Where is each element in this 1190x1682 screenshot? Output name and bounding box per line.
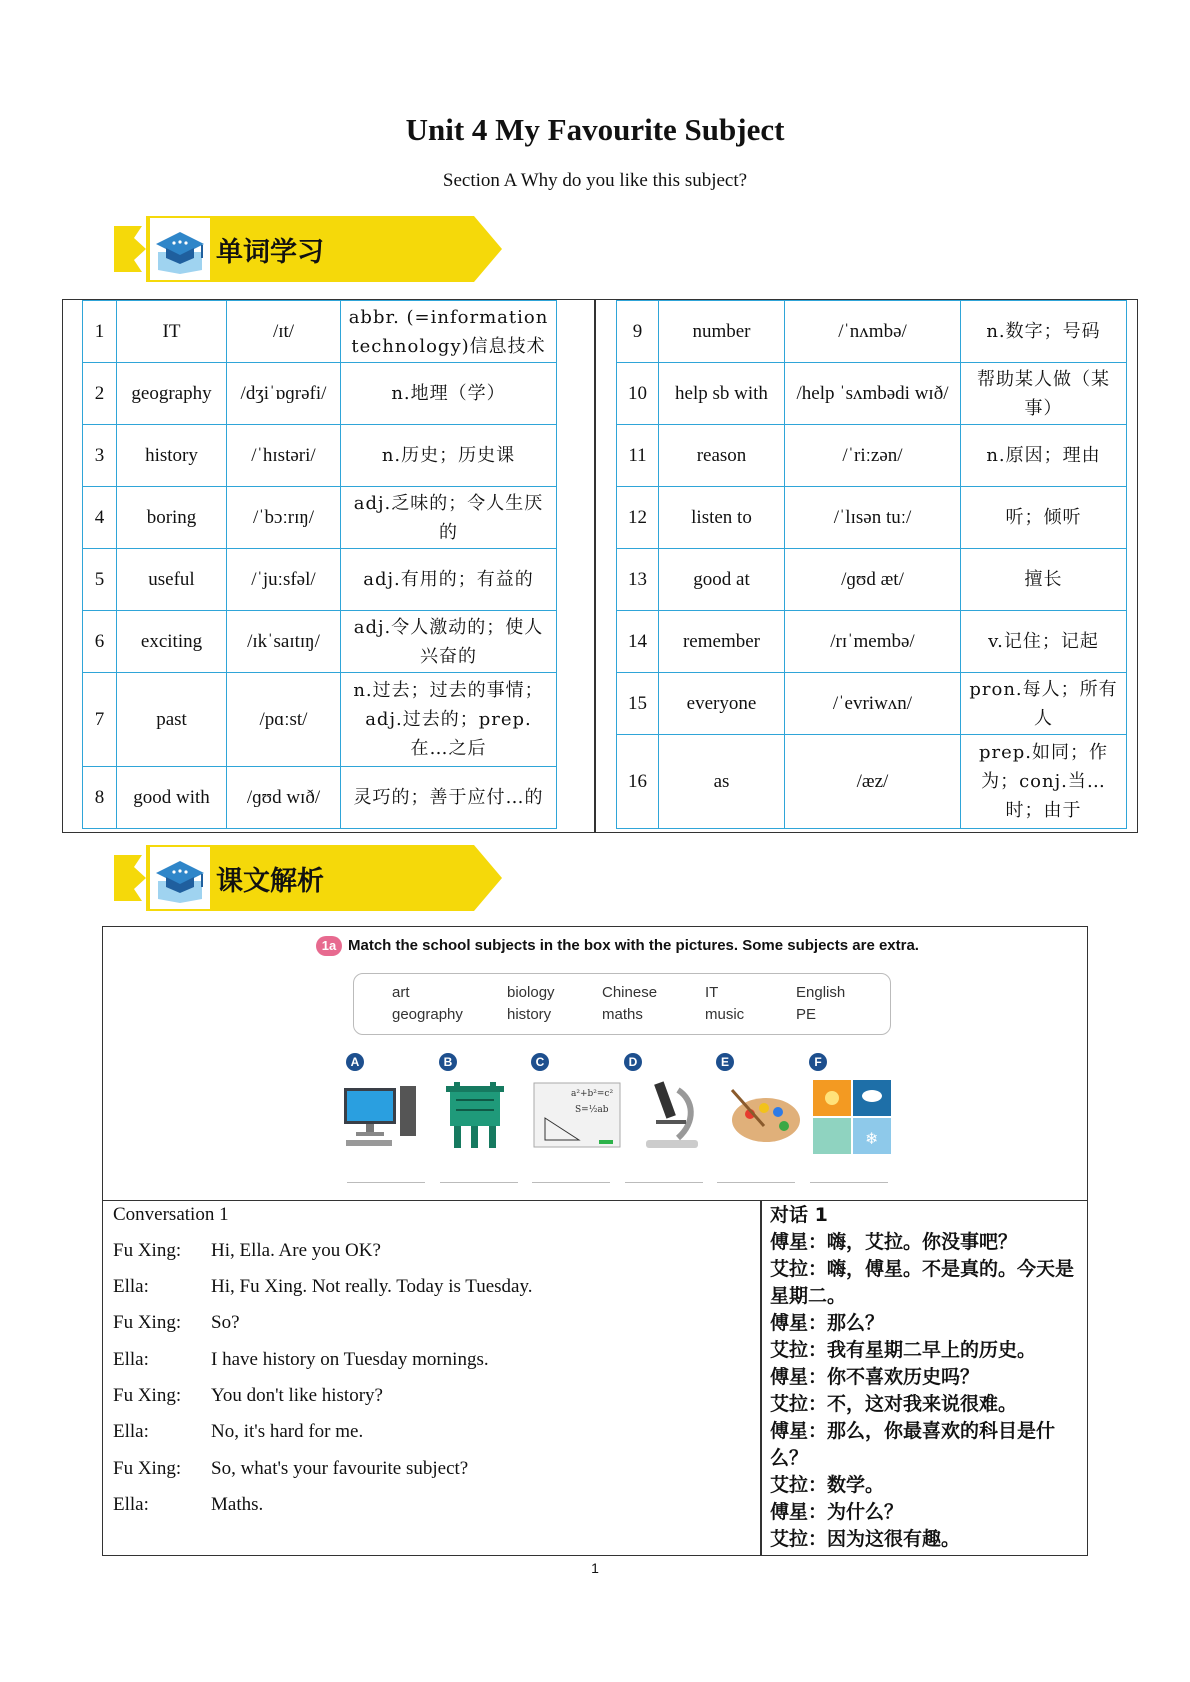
vocab-table-left — [82, 300, 557, 829]
speaker-name: Ella: — [113, 1276, 149, 1297]
vocab-row — [83, 549, 557, 611]
vocab-meaning: n.原因；理由 — [961, 425, 1127, 487]
answer-blank — [347, 1182, 425, 1183]
zh-line: 傅星：为什么？ — [770, 1501, 904, 1523]
speaker-name: Fu Xing: — [113, 1312, 182, 1333]
vocab-row — [83, 611, 557, 673]
speech-text: Hi, Fu Xing. Not really. Today is Tuesday. — [211, 1276, 533, 1297]
page-number: 1 — [591, 1560, 599, 1576]
vocab-word: boring — [117, 487, 227, 549]
vocab-row — [83, 487, 557, 549]
vocab-meaning: 听；倾听 — [961, 487, 1127, 549]
word-chinese: Chinese — [602, 984, 658, 1001]
vocab-number: 14 — [617, 611, 659, 673]
vocab-word: exciting — [117, 611, 227, 673]
word-biology: biology — [507, 984, 555, 1001]
conversation-heading: Conversation 1 — [113, 1204, 229, 1225]
speaker-name: Fu Xing: — [113, 1458, 182, 1479]
picture-label-f: F — [809, 1053, 827, 1071]
vocab-phonetic: /rɪˈmembə/ — [785, 611, 961, 673]
vocab-phonetic: /ɡʊd wɪð/ — [227, 767, 341, 829]
vocab-row — [617, 611, 1127, 673]
word-english: English — [796, 984, 846, 1001]
vocab-number: 15 — [617, 673, 659, 735]
answer-blank — [810, 1182, 888, 1183]
vocab-meaning: n.历史；历史课 — [341, 425, 557, 487]
word-music: music — [705, 1006, 745, 1023]
vocab-word: good at — [659, 549, 785, 611]
vocab-word: listen to — [659, 487, 785, 549]
vocab-row — [617, 363, 1127, 425]
speaker-name: Fu Xing: — [113, 1240, 182, 1261]
vocab-number: 10 — [617, 363, 659, 425]
vocab-phonetic: /ɪkˈsaɪtɪŋ/ — [227, 611, 341, 673]
vocab-word: useful — [117, 549, 227, 611]
exercise-badge: 1a — [316, 936, 342, 956]
vocab-number: 16 — [617, 735, 659, 829]
vocab-phonetic: /ˈbɔːrɪŋ/ — [227, 487, 341, 549]
speaker-name: Ella: — [113, 1421, 149, 1442]
zh-line: 艾拉：我有星期二早上的历史。 — [770, 1339, 1037, 1361]
answer-blank — [532, 1182, 610, 1183]
exercise-1a-box — [102, 926, 1088, 1200]
zh-line: 傅星：那么，你最喜欢的科目是什么？ — [770, 1420, 1056, 1469]
conversation-line — [113, 1240, 381, 1262]
vocab-row — [617, 301, 1127, 363]
word-art: art — [392, 984, 410, 1001]
picture-label-d: D — [624, 1053, 642, 1071]
vocab-phonetic: /ɪt/ — [227, 301, 341, 363]
answer-blank — [625, 1182, 703, 1183]
zh-line: 艾拉：数学。 — [770, 1474, 885, 1496]
vocab-meaning: adj.令人激动的；使人兴奋的 — [341, 611, 557, 673]
vocab-number: 11 — [617, 425, 659, 487]
zh-heading: 对话 1 — [770, 1204, 828, 1226]
speech-text: You don't like history? — [211, 1385, 383, 1406]
vocab-meaning: pron.每人；所有人 — [961, 673, 1127, 735]
vocab-meaning: n.过去；过去的事情；adj.过去的；prep.在…之后 — [341, 673, 557, 767]
conversation-line — [113, 1349, 489, 1371]
picture-label-e: E — [716, 1053, 734, 1071]
vocab-row — [83, 673, 557, 767]
svg-text:❄: ❄ — [865, 1129, 879, 1148]
vocab-row — [83, 301, 557, 363]
conversation-divider — [760, 1200, 762, 1556]
vocab-word: as — [659, 735, 785, 829]
vocab-word: reason — [659, 425, 785, 487]
vocab-number: 9 — [617, 301, 659, 363]
text-banner — [114, 843, 510, 913]
vocab-meaning: abbr. (=information technology)信息技术 — [341, 301, 557, 363]
conversation-line — [113, 1312, 240, 1334]
speaker-name: Fu Xing: — [113, 1385, 182, 1406]
vocab-row — [617, 425, 1127, 487]
word-it: IT — [705, 984, 719, 1001]
vocab-word: number — [659, 301, 785, 363]
conversation-line — [113, 1276, 533, 1298]
exercise-instruction: 1a Match the school subjects in the box with the pictures. Some subjects are extra. — [316, 936, 919, 956]
vocab-meaning: n.地理（学） — [341, 363, 557, 425]
speech-text: Maths. — [211, 1494, 264, 1515]
formula-pythagoras: a²+b²=c² — [571, 1089, 614, 1099]
vocab-row — [83, 767, 557, 829]
formula-area: S=½ab — [575, 1105, 609, 1115]
vocab-phonetic: /ˈjuːsfəl/ — [227, 549, 341, 611]
vocab-meaning: 帮助某人做（某事） — [961, 363, 1127, 425]
vocab-number: 1 — [83, 301, 117, 363]
word-history: history — [507, 1006, 552, 1023]
speech-text: I have history on Tuesday mornings. — [211, 1349, 489, 1370]
vocab-phonetic: /pɑːst/ — [227, 673, 341, 767]
vocab-number: 4 — [83, 487, 117, 549]
word-pe: PE — [796, 1006, 817, 1023]
weather-picture — [813, 1080, 891, 1154]
vocab-row — [83, 425, 557, 487]
conversation-line — [113, 1385, 383, 1407]
picture-label-a: A — [346, 1053, 364, 1071]
picture-label-c: C — [531, 1053, 549, 1071]
vocab-phonetic: /ˈlɪsən tuː/ — [785, 487, 961, 549]
zh-line: 傅星：你不喜欢历史吗？ — [770, 1366, 980, 1388]
speech-text: So? — [211, 1312, 240, 1333]
vocab-word: help sb with — [659, 363, 785, 425]
graduation-cap-icon — [152, 222, 208, 278]
vocab-phonetic: /dʒiˈɒɡrəfi/ — [227, 363, 341, 425]
vocab-row — [83, 363, 557, 425]
vocab-word: remember — [659, 611, 785, 673]
vocab-meaning: adj.乏味的；令人生厌的 — [341, 487, 557, 549]
vocab-row — [617, 487, 1127, 549]
vocab-word: IT — [117, 301, 227, 363]
palette-picture — [724, 1080, 804, 1150]
page-subtitle: Section A Why do you like this subject? — [442, 170, 748, 191]
vocab-row — [617, 673, 1127, 735]
zh-line: 傅星：那么？ — [770, 1312, 885, 1334]
word-geography: geography — [392, 1006, 463, 1023]
graduation-cap-icon — [152, 851, 208, 907]
vocab-number: 13 — [617, 549, 659, 611]
vocab-table-right — [616, 300, 1127, 829]
vocab-phonetic: /ˈnʌmbə/ — [785, 301, 961, 363]
zh-line: 傅星：嗨，艾拉。你没事吧？ — [770, 1231, 1018, 1253]
speech-text: Hi, Ella. Are you OK? — [211, 1240, 381, 1261]
zh-line: 艾拉：嗨，傅星。不是真的。今天是星期二。 — [770, 1258, 1075, 1307]
vocab-number: 5 — [83, 549, 117, 611]
vocab-word: history — [117, 425, 227, 487]
vocab-meaning: adj.有用的；有益的 — [341, 549, 557, 611]
vocab-number: 12 — [617, 487, 659, 549]
zh-line: 艾拉：不，这对我来说很难。 — [770, 1393, 1018, 1415]
vocab-row — [617, 735, 1127, 829]
vocab-word: geography — [117, 363, 227, 425]
vocab-word: everyone — [659, 673, 785, 735]
speaker-name: Ella: — [113, 1494, 149, 1515]
answer-blank — [717, 1182, 795, 1183]
speech-text: No, it's hard for me. — [211, 1421, 364, 1442]
vocab-number: 3 — [83, 425, 117, 487]
picture-label-b: B — [439, 1053, 457, 1071]
vocab-word: past — [117, 673, 227, 767]
vocab-number: 8 — [83, 767, 117, 829]
vocab-phonetic: /ˈriːzən/ — [785, 425, 961, 487]
vocab-phonetic: /ɡʊd æt/ — [785, 549, 961, 611]
subject-word-box — [353, 973, 891, 1035]
bronze-vessel-picture — [440, 1080, 510, 1152]
conversation-line — [113, 1421, 363, 1443]
vocab-phonetic: /help ˈsʌmbədi wɪð/ — [785, 363, 961, 425]
vocab-number: 2 — [83, 363, 117, 425]
vocab-meaning: v.记住；记起 — [961, 611, 1127, 673]
vocab-meaning: prep.如同；作为；conj.当…时；由于 — [961, 735, 1127, 829]
page-title: Unit 4 My Favourite Subject — [405, 112, 785, 147]
word-maths: maths — [602, 1006, 643, 1023]
microscope-picture — [638, 1072, 708, 1152]
vocab-meaning: 灵巧的；善于应付…的 — [341, 767, 557, 829]
vocab-phonetic: /ˈhɪstəri/ — [227, 425, 341, 487]
vocab-meaning: 擅长 — [961, 549, 1127, 611]
vocab-word: good with — [117, 767, 227, 829]
computer-picture — [342, 1080, 422, 1152]
vocab-phonetic: /æz/ — [785, 735, 961, 829]
conversation-line — [113, 1494, 263, 1516]
vocab-banner — [114, 214, 510, 284]
vocab-row — [617, 549, 1127, 611]
vocab-divider — [594, 299, 596, 833]
vocab-meaning: n.数字；号码 — [961, 301, 1127, 363]
vocab-number: 6 — [83, 611, 117, 673]
math-board-picture — [533, 1082, 623, 1150]
vocab-banner-label: 单词学习 — [216, 237, 324, 268]
text-banner-label: 课文解析 — [216, 866, 324, 897]
speaker-name: Ella: — [113, 1349, 149, 1370]
vocab-phonetic: /ˈevriwʌn/ — [785, 673, 961, 735]
chinese-translation — [770, 1202, 1080, 1553]
speech-text: So, what's your favourite subject? — [211, 1458, 469, 1479]
answer-blank — [440, 1182, 518, 1183]
vocab-number: 7 — [83, 673, 117, 767]
conversation-line — [113, 1458, 468, 1480]
zh-line: 艾拉：因为这很有趣。 — [770, 1528, 961, 1550]
